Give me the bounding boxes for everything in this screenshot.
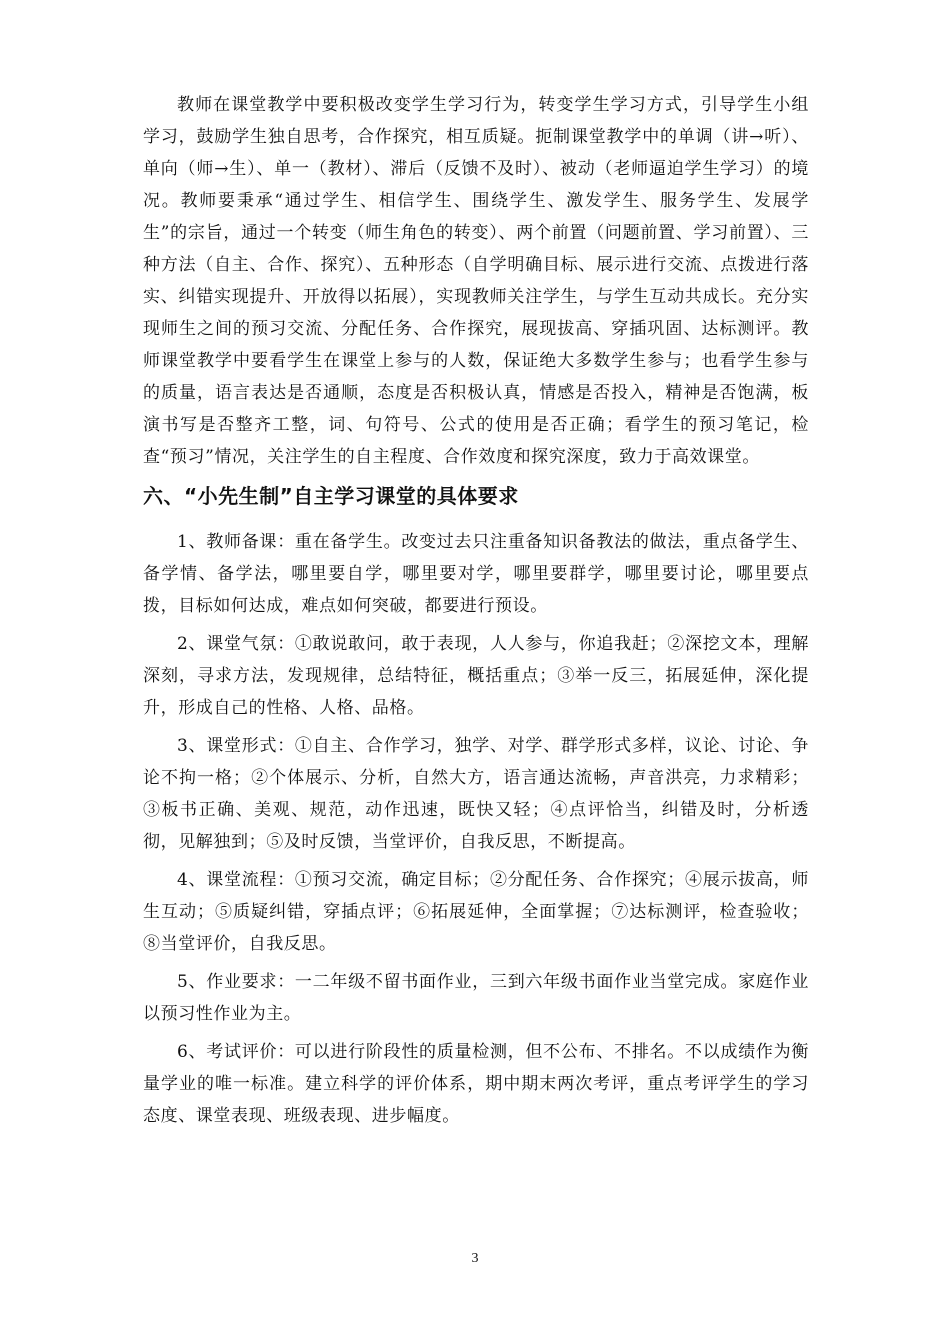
requirement-item-4: 4、课堂流程：①预习交流，确定目标；②分配任务、合作探究；④展示拔高，师生互动；⑤质疑纠错，穿插点评；⑥拓展延伸，全面掌握；⑦达标测评，检查验收；⑧当堂评价，自我反思。 [143,870,809,954]
requirement-item-2: 2、课堂气氛：①敢说敢问，敢于表现，人人参与，你追我赶；②深挖文本，理解深刻，寻求方法，发现规律，总结特征，概括重点；③举一反三，拓展延伸，深化提升，形成自己的性格、人格、品格。 [143,634,809,718]
section-heading: 六、“小先生制”自主学习课堂的具体要求 [143,484,519,508]
requirement-item-3: 3、课堂形式：①自主、合作学习，独学、对学、群学形式多样，议论、讨论、争论不拘一格；②个体展示、分析，自然大方，语言通达流畅，声音洪亮，力求精彩；③板书正确、美观、规范，动作迅速，既快又轻；④点评恰当，纠错及时，分析透彻，见解独到；⑤及时反馈，当堂评价，自我反思，不断提高。 [143,736,809,852]
requirement-item-6: 6、考试评价：可以进行阶段性的质量检测，但不公布、不排名。不以成绩作为衡量学业的唯一标准。建立科学的评价体系，期中期末两次考评，重点考评学生的学习态度、课堂表现、班级表现、进步幅度。 [143,1042,809,1126]
page-content [143,89,809,1138]
intro-paragraph: 教师在课堂教学中要积极改变学生学习行为，转变学生学习方式，引导学生小组学习，鼓励学生独自思考，合作探究，相互质疑。扼制课堂教学中的单调（讲→听）、单向（师→生）、单一（教材）、滞后（反馈不及时）、被动（老师逼迫学生学习）的境况。教师要秉承“通过学生、相信学生、围绕学生、激发学生、服务学生、发展学生”的宗旨，通过一个转变（师生角色的转变）、两个前置（问题前置、学习前置）、三种方法（自主、合作、探究）、五种形态（自学明确目标、展示进行交流、点拨进行落实、纠错实现提升、开放得以拓展），实现教师关注学生，与学生互动共成长。充分实现师生之间的预习交流、分配任务、合作探究，展现拔高、穿插巩固、达标测评。教师课堂教学中要看学生在课堂上参与的人数，保证绝大多数学生参与；也看学生参与的质量，语言表达是否通顺，态度是否积极认真，情感是否投入，精神是否饱满，板演书写是否整齐工整，词、句符号、公式的使用是否正确；看学生的预习笔记，检查“预习”情况，关注学生的自主程度、合作效度和探究深度，致力于高效课堂。 [143,95,809,467]
requirements-list [143,526,809,1132]
page-number: 3 [471,1251,479,1266]
requirement-item-5: 5、作业要求：一二年级不留书面作业，三到六年级书面作业当堂完成。家庭作业以预习性作业为主。 [143,972,809,1024]
requirement-item-1: 1、教师备课：重在备学生。改变过去只注重备知识备教法的做法，重点备学生、备学情、备学法，哪里要自学，哪里要对学，哪里要群学，哪里要讨论，哪里要点拨，目标如何达成，难点如何突破，都要进行预设。 [143,532,809,616]
